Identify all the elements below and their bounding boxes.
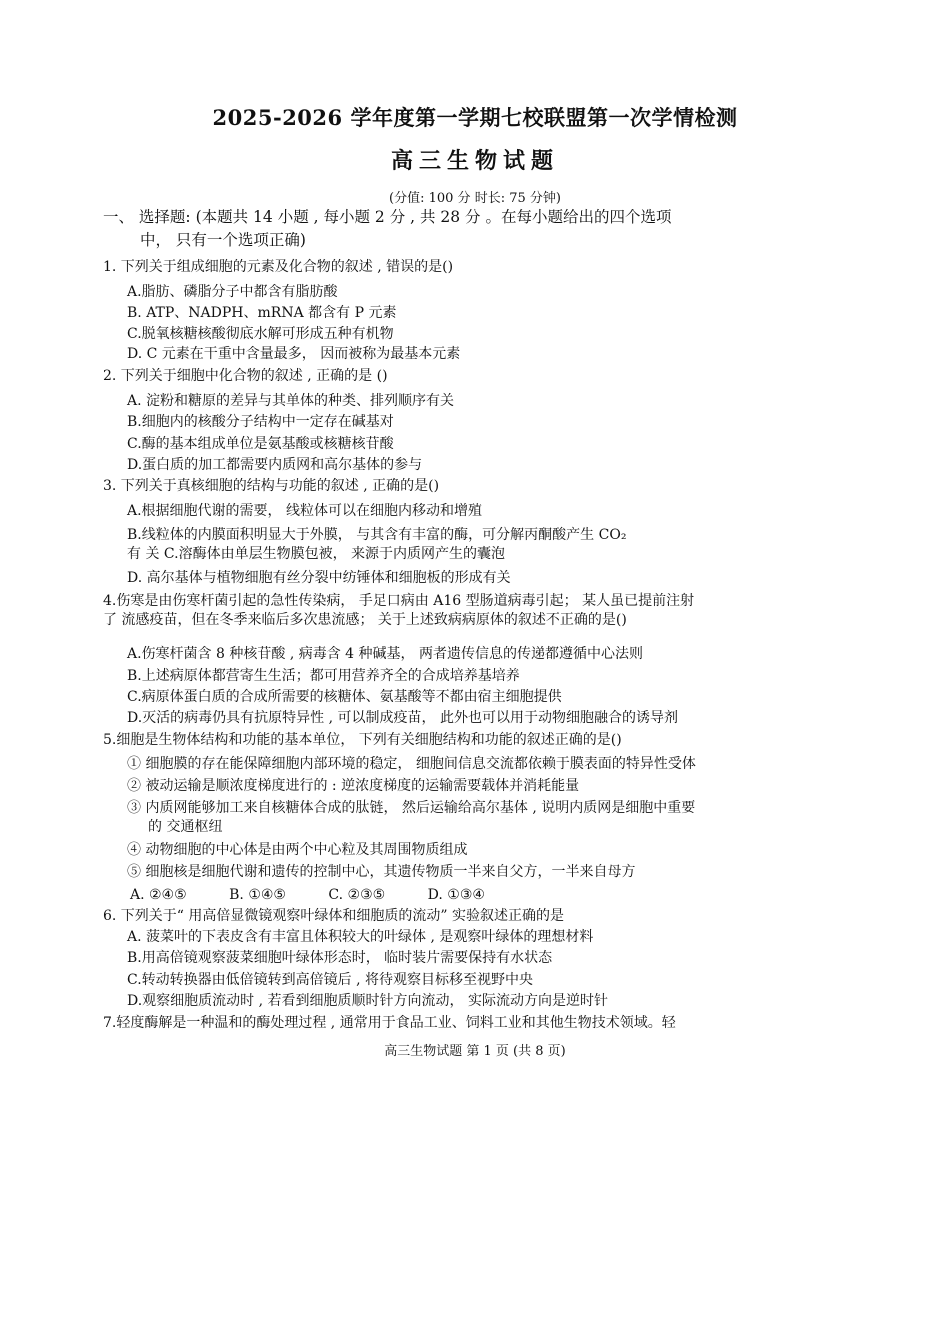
question-2-option-c: C.酶的基本组成单位是氨基酸或核糖核苷酸 [127, 436, 394, 452]
question-5-option-c: C. ②③⑤ [328, 887, 386, 903]
question-5-statement-2: ② 被动运输是顺浓度梯度进行的 : 逆浓度梯度的运输需要载体并消耗能量 [127, 778, 580, 794]
question-5-option-d: D. ①③④ [427, 887, 485, 903]
question-1-stem: 1. 下列关于组成细胞的元素及化合物的叙述 , 错误的是() [103, 259, 454, 275]
section-heading-cont: 中， 只有一个选项正确) [140, 231, 306, 249]
question-2-option-a: A. 淀粉和糖原的差异与其单体的种类、排列顺序有关 [127, 393, 455, 409]
question-6-option-c: C.转动转换器由低倍镜转到高倍镜后 , 将待观察目标移至视野中央 [127, 972, 534, 988]
question-2-option-b: B.细胞内的核酸分子结构中一定存在碱基对 [127, 414, 394, 430]
exam-meta: (分值: 100 分 时长: 75 分钟) [389, 191, 561, 206]
question-4-option-b: B.上述病原体都营寄生生活；都可用营养齐全的合成培养基培养 [127, 668, 520, 684]
question-5-statement-5: ⑤ 细胞核是细胞代谢和遗传的控制中心，其遗传物质一半来自父方，一半来自母方 [127, 864, 636, 880]
question-1-option-d: D. C 元素在干重中含量最多， 因而被称为最基本元素 [127, 346, 461, 362]
question-3-stem: 3. 下列关于真核细胞的结构与功能的叙述 , 正确的是() [103, 478, 440, 494]
question-3-option-a: A.根据细胞代谢的需要， 线粒体可以在细胞内移动和增殖 [127, 503, 483, 519]
question-4-option-d: D.灭活的病毒仍具有抗原特异性 , 可以制成疫苗， 此外也可以用于动物细胞融合的诱导剂 [127, 710, 678, 726]
question-5-option-a: A. ②④⑤ [130, 887, 187, 903]
question-5-statement-4: ④ 动物细胞的中心体是由两个中心粒及其周围物质组成 [127, 842, 468, 858]
question-2-option-d: D.蛋白质的加工都需要内质网和高尔基体的参与 [127, 457, 423, 473]
question-5-stem: 5.细胞是生物体结构和功能的基本单位， 下列有关细胞结构和功能的叙述正确的是() [103, 732, 622, 748]
question-5-statement-3: ③ 内质网能够加工来自核糖体合成的肽链， 然后运输给高尔基体 , 说明内质网是细胞中重要 [127, 800, 696, 816]
question-4-option-a: A.伤寒杆菌含 8 种核苷酸 , 病毒含 4 种碱基， 两者遗传信息的传递都遵循中心法则 [127, 646, 643, 662]
question-3-option-b: B.线粒体的内膜面积明显大于外膜， 与其含有丰富的酶，可分解丙酮酸产生 CO₂ [127, 527, 627, 543]
exam-subtitle: 高三生物试题 [390, 148, 559, 174]
question-1-option-a: A.脂肪、磷脂分子中都含有脂肪酸 [127, 284, 338, 300]
question-4-stem-cont: 了 流感疫苗，但在冬季来临后多次患流感； 关于上述致病病原体的叙述不正确的是() [103, 612, 627, 628]
question-6-option-b: B.用高倍镜观察菠菜细胞叶绿体形态时， 临时装片需要保持有水状态 [127, 950, 553, 966]
question-5-statement-3-cont: 的 交通枢纽 [148, 819, 223, 835]
question-6-option-a: A. 菠菜叶的下表皮含有丰富且体积较大的叶绿体 , 是观察叶绿体的理想材料 [127, 929, 594, 945]
page-footer: 高三生物试题 第 1 页 (共 8 页) [384, 1044, 566, 1059]
question-3-option-c: 有 关 C.溶酶体由单层生物膜包被， 来源于内质网产生的囊泡 [127, 546, 506, 562]
question-1-option-c: C.脱氧核糖核酸彻底水解可形成五种有机物 [127, 326, 394, 342]
question-1-option-b: B. ATP、NADPH、mRNA 都含有 P 元素 [127, 305, 397, 321]
question-7-stem: 7.轻度酶解是一种温和的酶处理过程 , 通常用于食品工业、饲料工业和其他生物技术领域。轻 [103, 1015, 676, 1031]
question-4-option-c: C.病原体蛋白质的合成所需要的核糖体、氨基酸等不都由宿主细胞提供 [127, 689, 562, 705]
section-heading: 一、 选择题: (本题共 14 小题 , 每小题 2 分 , 共 28 分 。在每小题给出的四个选项 [103, 208, 672, 226]
question-5-option-b: B. ①④⑤ [229, 887, 286, 903]
question-4-stem: 4.伤寒是由伤寒杆菌引起的急性传染病， 手足口病由 A16 型肠道病毒引起； 某人虽已提前注射 [103, 593, 695, 609]
exam-title: 2025-2026 学年度第一学期七校联盟第一次学情检测 [212, 105, 738, 130]
question-2-stem: 2. 下列关于细胞中化合物的叙述 , 正确的是 () [103, 368, 388, 384]
question-3-option-d: D. 高尔基体与植物细胞有丝分裂中纺锤体和细胞板的形成有关 [127, 570, 511, 586]
question-6-stem: 6. 下列关于“ 用高倍显微镜观察叶绿体和细胞质的流动” 实验叙述正确的是 [103, 908, 565, 924]
question-5-options [130, 886, 523, 904]
question-6-option-d: D.观察细胞质流动时 , 若看到细胞质顺时针方向流动， 实际流动方向是逆时针 [127, 993, 608, 1009]
question-5-statement-1: ① 细胞膜的存在能保障细胞内部环境的稳定， 细胞间信息交流都依赖于膜表面的特异性受体 [127, 756, 696, 772]
